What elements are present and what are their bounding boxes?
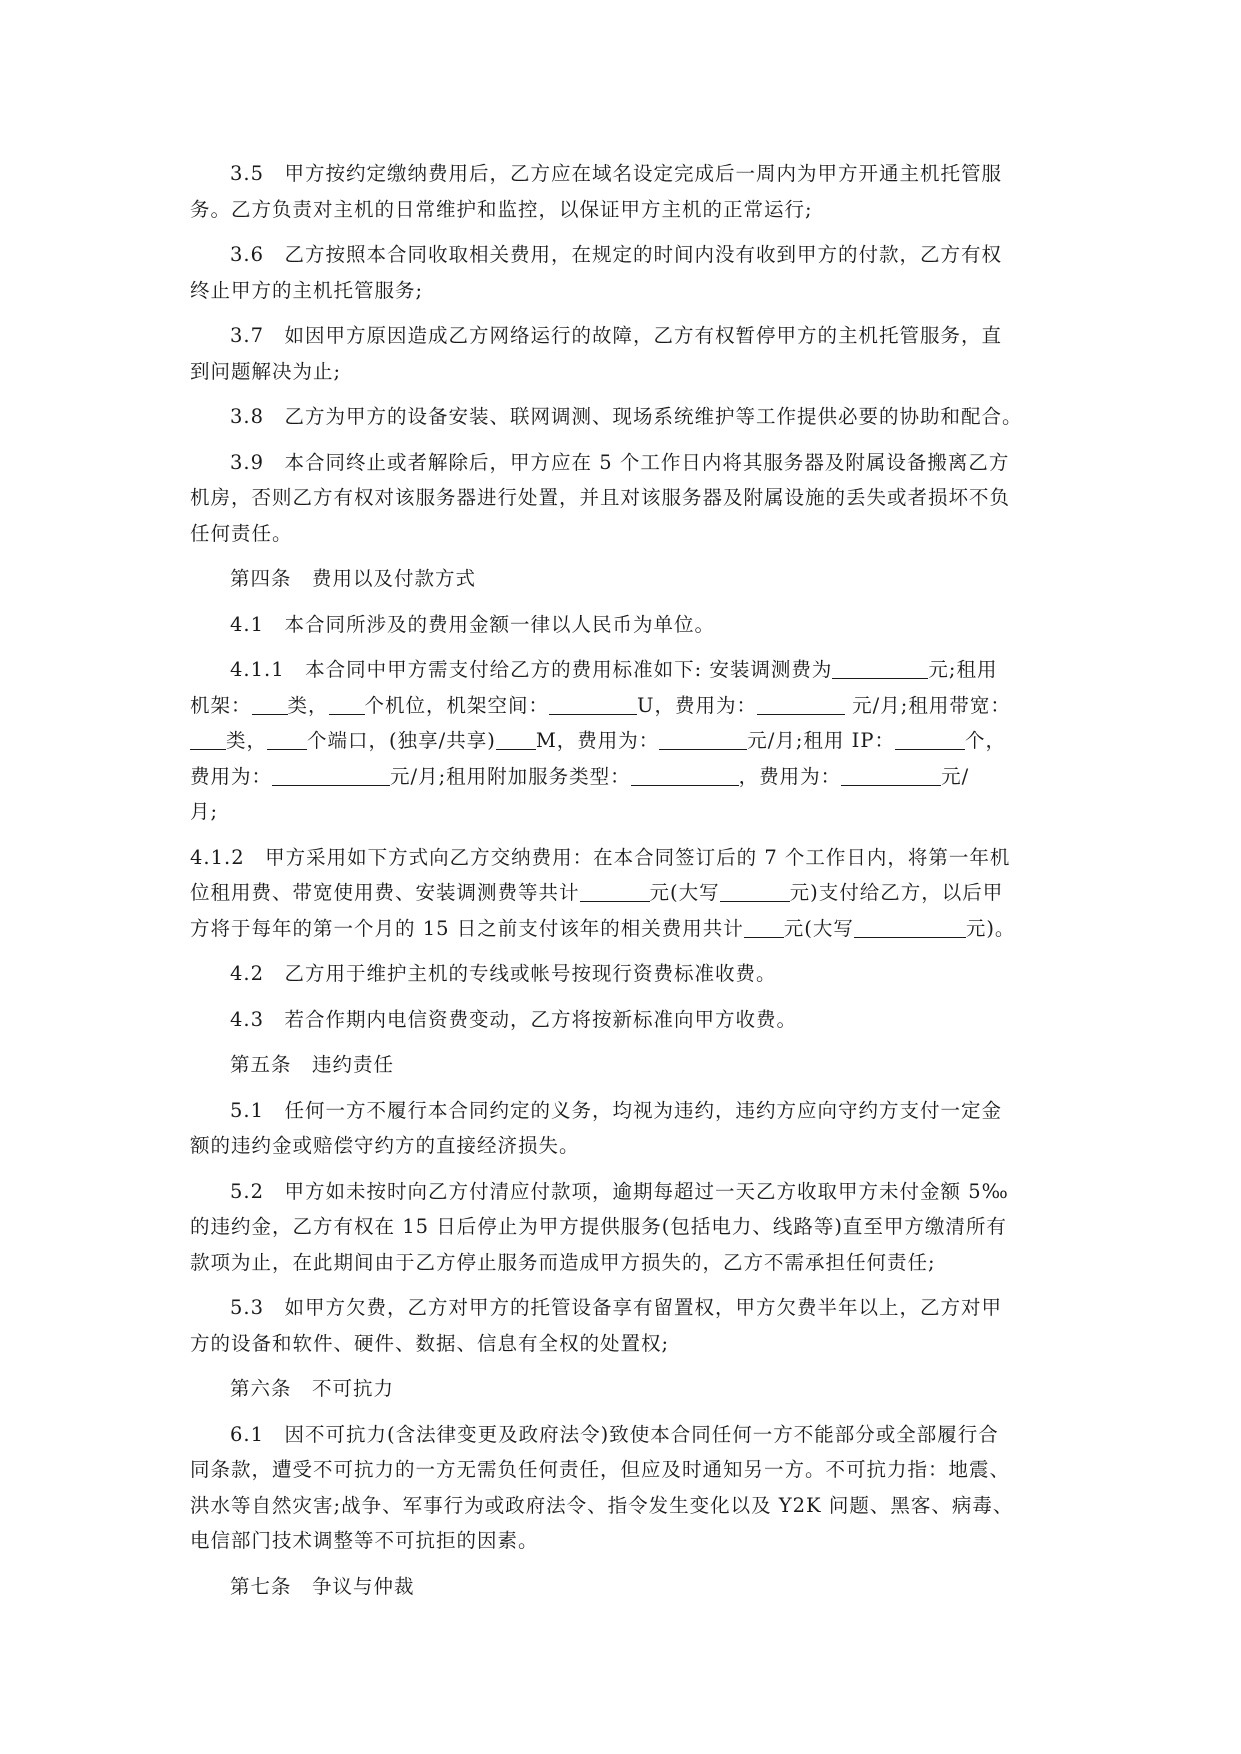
clause-4-2	[190, 956, 1052, 992]
paragraph-gap	[190, 1361, 1052, 1371]
text-line: 任何责任。	[190, 521, 293, 545]
text-line: 3.8 乙方为甲方的设备安装、联网调测、现场系统维护等工作提供必要的协助和配合。	[230, 405, 1023, 428]
paragraph-gap	[190, 1559, 1052, 1569]
text-line: 额的违约金或赔偿守约方的直接经济损失。	[190, 1134, 580, 1157]
paragraph-gap	[190, 435, 1052, 445]
article-heading-7	[190, 1569, 1052, 1605]
text-line: 款项为止，在此期间由于乙方停止服务而造成甲方损失的，乙方不需承担任何责任;	[190, 1250, 936, 1274]
text-line: 电信部门技术调整等不可抗拒的因素。	[190, 1529, 539, 1552]
article-heading-5	[190, 1047, 1052, 1083]
text-line: 第五条 违约责任	[230, 1053, 395, 1076]
text-line: 机房，否则乙方有权对该服务器进行处置，并且对该服务器及附属设施的丢失或者损坏不负	[190, 486, 1011, 509]
paragraph-gap	[190, 946, 1052, 956]
blank-underline	[720, 881, 790, 902]
blank-underline	[854, 917, 966, 938]
clause-3-9	[190, 445, 1052, 552]
text-line: 费用为： 元/月;租用附加服务类型： ，费用为： 元/	[190, 764, 970, 788]
text-line: 4.2 乙方用于维护主机的专线或帐号按现行资费标准收费。	[230, 962, 777, 985]
paragraph-gap	[190, 597, 1052, 607]
text-line: 到问题解决为止;	[190, 359, 342, 383]
paragraph-gap	[190, 992, 1052, 1002]
clause-6-1	[190, 1417, 1052, 1559]
blank-underline	[832, 658, 928, 679]
clause-3-6	[190, 237, 1052, 308]
clause-4-1-2	[190, 840, 1052, 947]
text-line: 3.7 如因甲方原因造成乙方网络运行的故障，乙方有权暂停甲方的主机托管服务，直	[230, 324, 1003, 347]
text-line: 方的设备和软件、硬件、数据、信息有全权的处置权;	[190, 1331, 670, 1355]
paragraph-gap	[190, 1083, 1052, 1093]
clause-5-2	[190, 1174, 1052, 1281]
clause-4-1-1	[190, 652, 1052, 830]
text-line: 位租用费、带宽使用费、安装调测费等共计 元(大写 元)支付给乙方，以后甲	[190, 881, 1004, 904]
blank-underline	[841, 765, 941, 786]
blank-underline	[757, 694, 845, 715]
text-line: 5.2 甲方如未按时向乙方付清应付款项，逾期每超过一天乙方收取甲方未付金额 5‰	[230, 1179, 1009, 1203]
paragraph-gap	[190, 389, 1052, 399]
blank-underline	[252, 694, 288, 715]
blank-underline	[659, 729, 747, 750]
paragraph-gap	[190, 551, 1052, 561]
text-line: 5.1 任何一方不履行本合同约定的义务，均视为违约，违约方应向守约方支付一定金	[230, 1098, 1003, 1122]
blank-underline	[190, 729, 226, 750]
text-line: 第四条 费用以及付款方式	[230, 567, 477, 590]
text-line: 终止甲方的主机托管服务;	[190, 278, 424, 302]
text-line: 3.6 乙方按照本合同收取相关费用，在规定的时间内没有收到甲方的付款，乙方有权	[230, 243, 1003, 266]
text-line: 4.1.2 甲方采用如下方式向乙方交纳费用：在本合同签订后的 7 个工作日内，将第一年机	[190, 845, 1011, 869]
text-line: 5.3 如甲方欠费，乙方对甲方的托管设备享有留置权，甲方欠费半年以上，乙方对甲	[230, 1296, 1003, 1319]
clause-3-7	[190, 318, 1052, 389]
clause-5-1	[190, 1093, 1052, 1164]
clause-4-1	[190, 607, 1052, 643]
blank-underline	[329, 694, 365, 715]
text-line: 同条款，遭受不可抗力的一方无需负任何责任，但应及时通知另一方。不可抗力指：地震、	[190, 1458, 1011, 1481]
paragraph-gap	[190, 1280, 1052, 1290]
blank-underline	[267, 729, 307, 750]
paragraph-gap	[190, 308, 1052, 318]
blank-underline	[631, 765, 739, 786]
blank-underline	[272, 765, 390, 786]
text-line: 4.3 若合作期内电信资费变动，乙方将按新标准向甲方收费。	[230, 1007, 798, 1031]
text-line: 3.9 本合同终止或者解除后，甲方应在 5 个工作日内将其服务器及附属设备搬离乙方	[230, 450, 1010, 474]
paragraph-gap	[190, 227, 1052, 237]
text-line: 类， 个端口，(独享/共享) M，费用为： 元/月;租用 IP： 个，	[190, 723, 1052, 759]
paragraph-gap	[190, 642, 1052, 652]
clause-4-3	[190, 1002, 1052, 1038]
clause-5-3	[190, 1290, 1052, 1361]
contract-body	[190, 156, 1052, 1604]
text-line: 第七条 争议与仲裁	[230, 1574, 415, 1598]
article-heading-6	[190, 1371, 1052, 1407]
text-line: 6.1 因不可抗力(含法律变更及政府法令)致使本合同任何一方不能部分或全部履行合	[230, 1422, 999, 1446]
paragraph-gap	[190, 1164, 1052, 1174]
article-heading-4	[190, 561, 1052, 597]
text-line: 务。乙方负责对主机的日常维护和监控，以保证甲方主机的正常运行;	[190, 197, 813, 221]
clause-3-8	[190, 399, 1052, 435]
text-line: 方将于每年的第一个月的 15 日之前支付该年的相关费用共计 元(大写 元)。	[190, 916, 1016, 940]
paragraph-gap	[190, 830, 1052, 840]
blank-underline	[744, 917, 784, 938]
text-line: 3.5 甲方按约定缴纳费用后，乙方应在域名设定完成后一周内为甲方开通主机托管服	[230, 162, 1003, 185]
blank-underline	[895, 729, 965, 750]
text-line: 的违约金，乙方有权在 15 日后停止为甲方提供服务(包括电力、线路等)直至甲方缴清所有	[190, 1215, 1007, 1238]
text-line: 4.1 本合同所涉及的费用金额一律以人民币为单位。	[230, 612, 716, 636]
paragraph-gap	[190, 1037, 1052, 1047]
blank-underline	[580, 881, 650, 902]
clause-3-5	[190, 156, 1052, 227]
text-line: 4.1.1 本合同中甲方需支付给乙方的费用标准如下: 安装调测费为 元;租用	[230, 658, 998, 681]
text-line: 洪水等自然灾害;战争、军事行为或政府法令、指令发生变化以及 Y2K 问题、黑客、病毒、	[190, 1493, 1014, 1517]
text-line: 第六条 不可抗力	[230, 1377, 395, 1400]
text-line: 机架： 类， 个机位，机架空间： U，费用为： 元/月;租用带宽：	[190, 693, 1011, 717]
blank-underline	[549, 694, 637, 715]
paragraph-gap	[190, 1407, 1052, 1417]
blank-underline	[496, 729, 536, 750]
text-line: 月;	[190, 800, 219, 823]
